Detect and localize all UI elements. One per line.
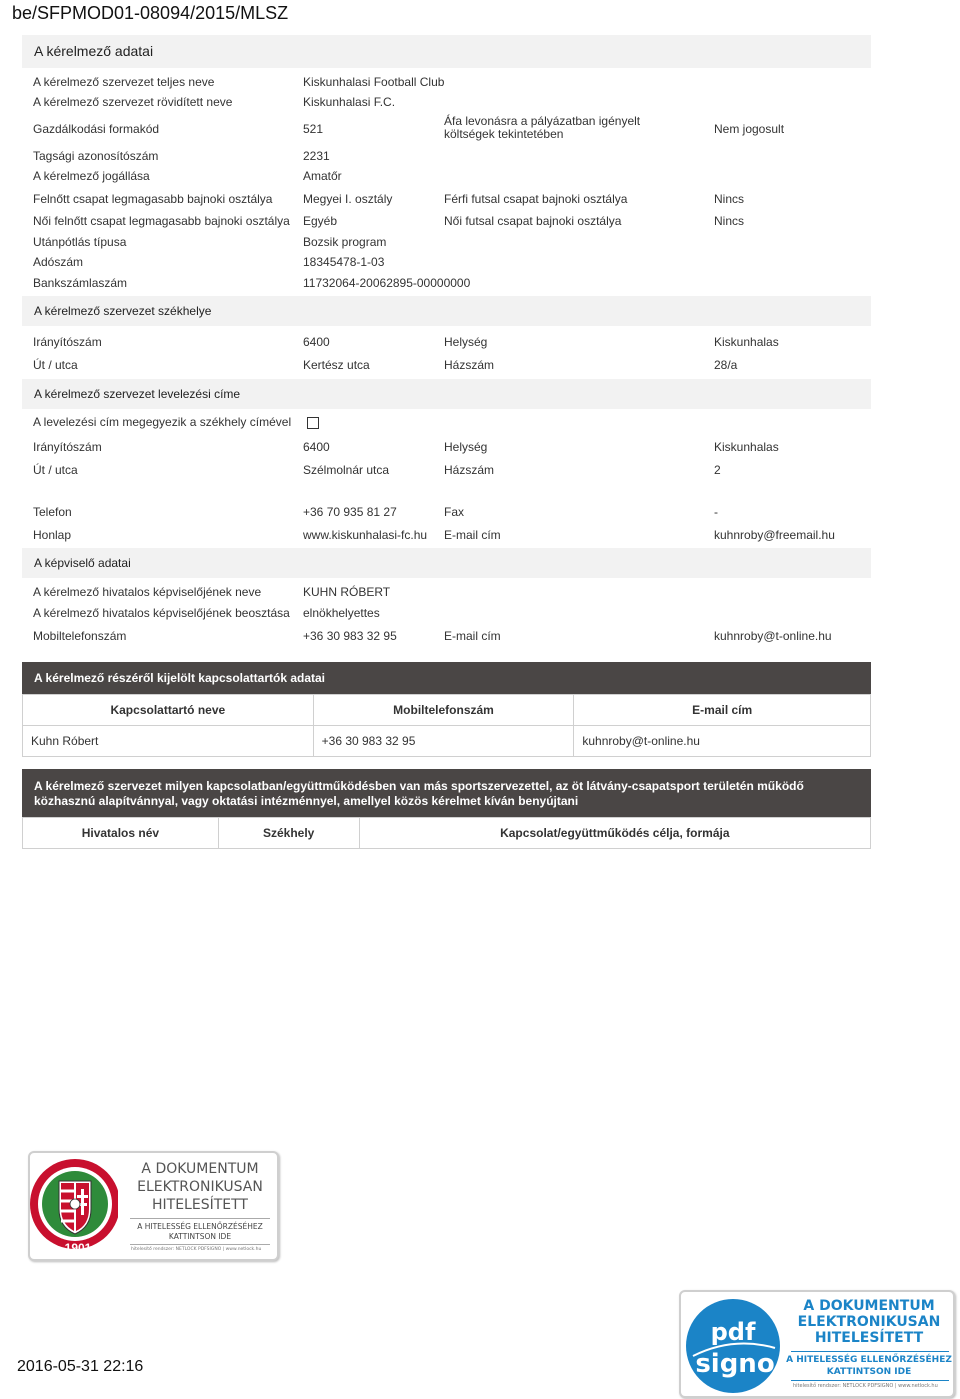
bank-label: Bankszámlaszám: [33, 276, 128, 290]
relations-header-row: [23, 818, 871, 849]
futsal-men-label: Férfi futsal csapat bajnoki osztálya: [444, 192, 628, 206]
contacts-header-mobile: Mobiltelefonszám: [313, 695, 574, 726]
full-name-value: Kiskunhalasi Football Club: [303, 75, 445, 89]
stamp-right-sub-line-2: KATTINTSON IDE: [826, 1367, 912, 1377]
contacts-header-name: Kapcsolattartó neve: [23, 695, 314, 726]
document-id: be/SFPMOD01-08094/2015/MLSZ: [12, 3, 289, 23]
seat-street-label: Út / utca: [33, 358, 78, 372]
member-id-label: Tagsági azonosítószám: [33, 149, 159, 163]
stamp-left-title-line-3: HITELESÍTETT: [152, 1197, 248, 1213]
adult-league-label: Felnőtt csapat legmagasabb bajnoki osztálya: [33, 192, 273, 206]
tax-label: Adószám: [33, 255, 84, 269]
rep-mobile-value: +36 30 983 32 95: [303, 629, 397, 643]
contacts-table: [22, 694, 871, 757]
contact-mobile: +36 30 983 32 95: [313, 726, 574, 757]
authentication-stamp-right[interactable]: [679, 1290, 955, 1398]
relations-header-purpose: Kapcsolat/együttműködés célja, formája: [359, 818, 870, 849]
web-value: www.kiskunhalasi-fc.hu: [303, 528, 428, 542]
stamp-left-title-line-2: ELEKTRONIKUSAN: [137, 1179, 263, 1195]
section-mailing-title: A kérelmező szervezet levelezési címe: [22, 379, 871, 409]
mailing-city-value: Kiskunhalas: [714, 440, 779, 454]
section-representative-title: A képviselő adatai: [22, 548, 871, 578]
futsal-men-value: Nincs: [714, 192, 745, 206]
youth-label: Utánpótlás típusa: [33, 235, 127, 249]
futsal-women-label: Női futsal csapat bajnoki osztálya: [444, 214, 622, 228]
rep-email-label: E-mail cím: [444, 629, 501, 643]
vat-label: Áfa levonásra a pályázatban igényelt költségek tekintetében: [444, 114, 641, 141]
bank-value: 11732064-20062895-00000000: [303, 276, 471, 290]
phone-value: +36 70 935 81 27: [303, 505, 397, 519]
mailing-street-label: Út / utca: [33, 463, 78, 477]
mailing-street-value: Szélmolnár utca: [303, 463, 390, 477]
web-label: Honlap: [33, 528, 72, 542]
seat-number-label: Házszám: [444, 358, 495, 372]
full-name-label: A kérelmező szervezet teljes neve: [33, 75, 215, 89]
member-id-value: 2231: [303, 149, 330, 163]
women-league-value: Egyéb: [303, 214, 338, 228]
contact-email: kuhnroby@t-online.hu: [574, 726, 871, 757]
mailing-email-label: E-mail cím: [444, 528, 501, 542]
seat-city-value: Kiskunhalas: [714, 335, 779, 349]
contacts-header-row: [23, 695, 871, 726]
relations-table: [22, 817, 871, 849]
rep-email-value: kuhnroby@t-online.hu: [714, 629, 832, 643]
table-row: [23, 726, 871, 757]
stamp-right-title-line-3: HITELESÍTETT: [814, 1330, 924, 1346]
relations-header-seat: Székhely: [218, 818, 359, 849]
tax-value: 18345478-1-03: [303, 255, 385, 269]
stamp-right-footer: hitelesítő rendszer: NETLOCK PDFSIGNO | www.netlock.hu: [793, 1383, 938, 1389]
section-applicant-title: A kérelmező adatai: [22, 35, 871, 68]
women-league-label: Női felnőtt csapat legmagasabb bajnoki osztálya: [33, 214, 290, 228]
rep-position-value: elnökhelyettes: [303, 606, 380, 620]
contact-name: Kuhn Róbert: [23, 726, 314, 757]
relations-title: A kérelmező szervezet milyen kapcsolatban/együttműködésben van más sportszervezettel, az öt látvány-csapatsport területén működő közhasznú alapítvánnyal, vagy oktatási intézménnyel, amellyel közös kérelmet kíván benyújtani: [22, 769, 871, 817]
stamp-left-footer: hitelesítő rendszer: NETLOCK PDFSIGNO | www.netlock.hu: [131, 1247, 262, 1252]
vat-value: Nem jogosult: [714, 122, 785, 136]
stamp-left-title-line-1: A DOKUMENTUM: [141, 1161, 259, 1177]
contacts-title: A kérelmező részéről kijelölt kapcsolattartók adatai: [22, 662, 871, 694]
authentication-stamp-left[interactable]: [28, 1151, 279, 1261]
rep-position-label: A kérelmező hivatalos képviselőjének beosztása: [33, 606, 290, 620]
stamp-left-sub-line-2: KATTINTSON IDE: [168, 1232, 232, 1241]
rep-name-label: A kérelmező hivatalos képviselőjének neve: [33, 585, 262, 599]
contacts-header-email: E-mail cím: [574, 695, 871, 726]
svg-text:signo: signo: [695, 1349, 775, 1379]
seat-street-value: Kertész utca: [303, 358, 370, 372]
pdfsigno-logo-icon: [683, 1296, 783, 1396]
short-name-value: Kiskunhalasi F.C.: [303, 95, 396, 109]
mailing-zip-label: Irányítószám: [33, 440, 102, 454]
section-seat-title: A kérelmező szervezet székhelye: [22, 296, 871, 326]
timestamp: 2016-05-31 22:16: [17, 1358, 144, 1375]
stamp-right-sub-line: A HITELESSÉG ELLENŐRZÉSÉHEZ: [786, 1355, 952, 1365]
fax-value: -: [714, 505, 718, 519]
legal-form-label: Gazdálkodási formakód: [33, 122, 160, 136]
phone-label: Telefon: [33, 505, 72, 519]
mailing-same-checkbox[interactable]: [307, 417, 319, 429]
mailing-email-value: kuhnroby@freemail.hu: [714, 528, 835, 542]
svg-text:pdf: pdf: [710, 1318, 756, 1346]
mailing-same-label: A levelezési cím megegyezik a székhely címével: [33, 415, 292, 429]
status-value: Amatőr: [303, 169, 342, 183]
stamp-right-title-line-1: A DOKUMENTUM: [803, 1298, 935, 1314]
stamp-right-title-line-2: ELEKTRONIKUSAN: [797, 1314, 941, 1330]
mailing-number-label: Házszám: [444, 463, 495, 477]
relations-header-name: Hivatalos név: [23, 818, 219, 849]
seat-zip-label: Irányítószám: [33, 335, 102, 349]
mailing-city-label: Helység: [444, 440, 488, 454]
adult-league-value: Megyei I. osztály: [303, 192, 393, 206]
rep-mobile-label: Mobiltelefonszám: [33, 629, 127, 643]
stamp-left-sub-line-1: A HITELESSÉG ELLENŐRZÉSÉHEZ: [137, 1222, 263, 1231]
seal-year: 1901: [64, 1241, 92, 1255]
status-label: A kérelmező jogállása: [33, 169, 150, 183]
seat-city-label: Helység: [444, 335, 488, 349]
mailing-number-value: 2: [714, 463, 721, 477]
legal-form-value: 521: [303, 122, 324, 136]
short-name-label: A kérelmező szervezet rövidített neve: [33, 95, 233, 109]
youth-value: Bozsik program: [303, 235, 387, 249]
futsal-women-value: Nincs: [714, 214, 745, 228]
rep-name-value: KUHN RÓBERT: [303, 585, 391, 599]
fax-label: Fax: [444, 505, 465, 519]
seat-number-value: 28/a: [714, 358, 738, 372]
seat-zip-value: 6400: [303, 335, 330, 349]
mailing-zip-value: 6400: [303, 440, 330, 454]
